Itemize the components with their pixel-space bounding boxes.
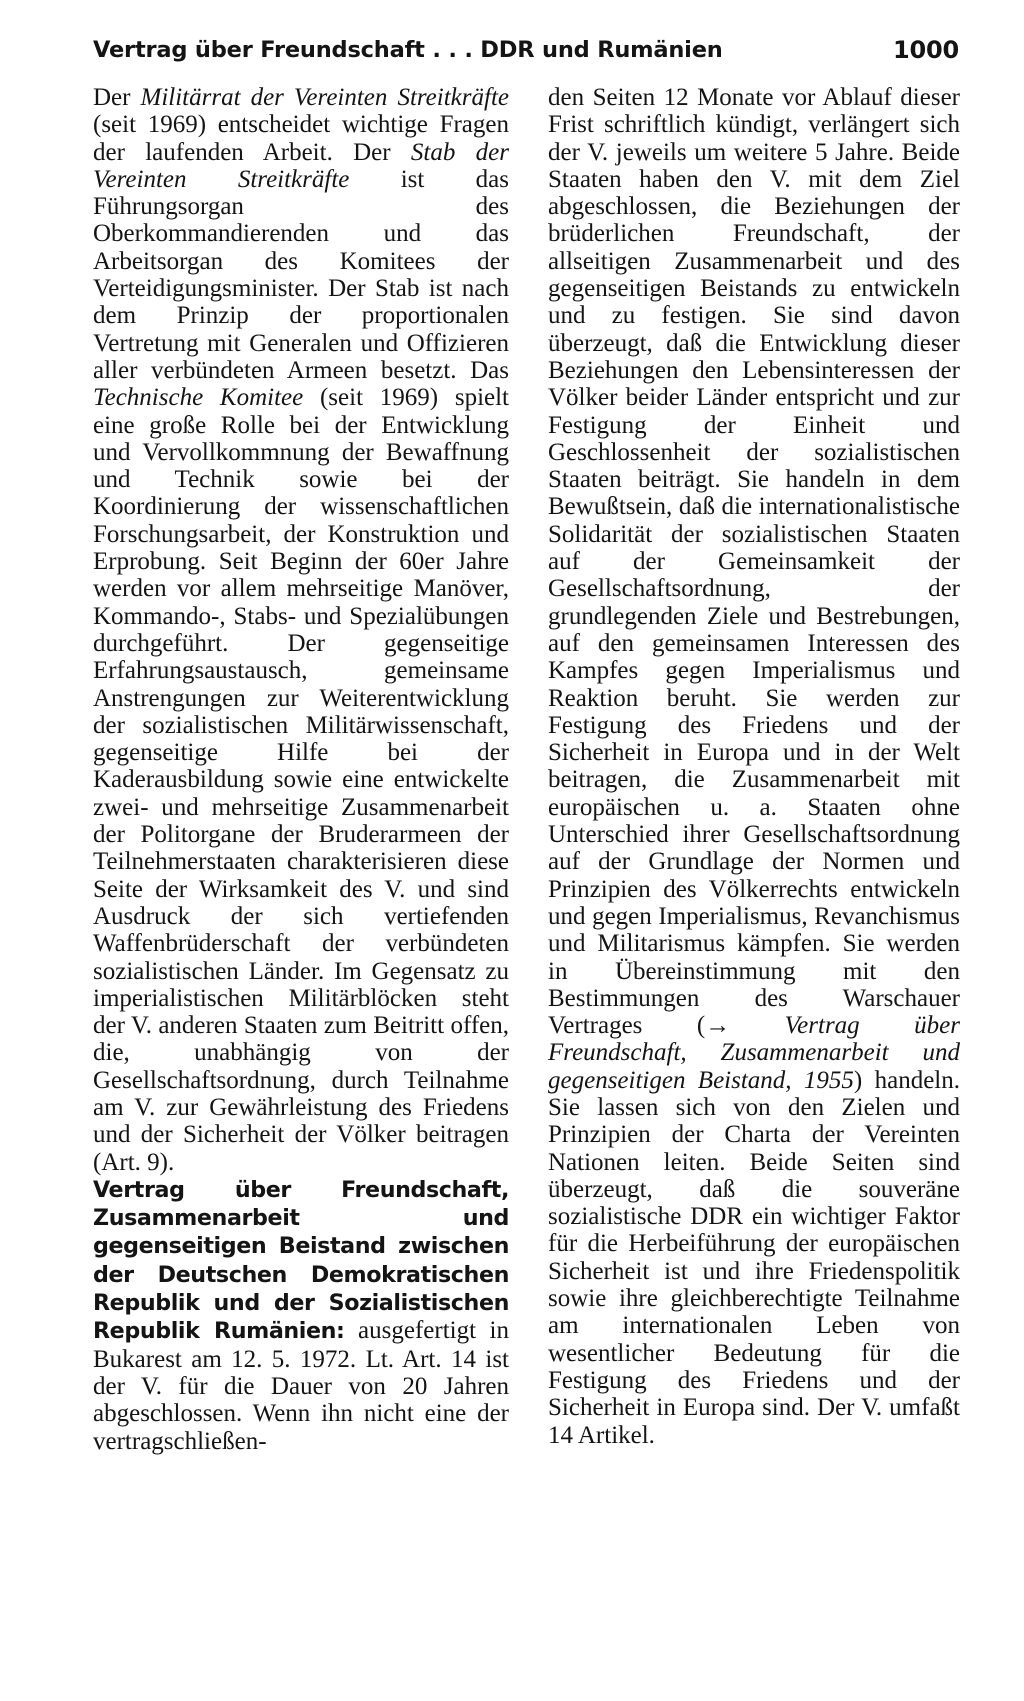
running-title: Vertrag über Freundschaft . . . DDR und Rumänien <box>93 37 723 63</box>
text-run: Der <box>93 84 141 111</box>
text-run: (seit 1969) entscheidet wichtige Fragen der laufenden Arbeit. Der <box>93 111 509 166</box>
running-head <box>93 32 961 68</box>
text-run: ist das Führungsorgan des Oberkommandierenden und das Arbeitsorgan des Komitees der Verteidigungsminister. Der Stab ist nach dem Prinzip der proportionalen Vertretung mit Generalen und Offizieren aller verbündeten Armeen besetzt. Das <box>93 165 509 384</box>
cross-reference: → Vertrag über Freundschaft, Zusammenarbeit und gegenseitigen Beistand, 1955 <box>548 1012 960 1094</box>
entry-body: ausgefertigt in Bukarest am 12. 5. 1972. Lt. Art. 14 ist der V. für die Dauer von 20 Jahren abgeschlossen. Wenn ihn nicht eine der vertragschließen- <box>93 1317 509 1455</box>
italic-term-technisches-komitee: Technische Komitee <box>93 384 304 412</box>
paragraph-warsaw-pact-structure <box>93 84 509 1176</box>
italic-term-militaerrat: Militärrat der Vereinten Streitkräfte <box>140 84 509 111</box>
italic-term-stab: Stab der Vereinten Streitkräfte <box>93 138 509 193</box>
page-number: 1000 <box>893 36 959 64</box>
left-column <box>93 84 509 1455</box>
text-run: (seit 1969) spielt eine große Rolle bei der Entwicklung und Vervollkommnung der Bewaffnung und Technik sowie bei der Koordinierung der wissenschaftlichen Forschungsarbeit, der Konstruktion und Erprobung. Seit Beginn der 60er Jahre werden vor allem mehrseitige Manöver, Kommando-, Stabs- und Spezialübungen durchgeführt. Der gegenseitige Erfahrungsaustausch, gemeinsame Anstrengungen zur Weiterentwicklung der sozialistischen Militärwissenschaft, gegenseitige Hilfe bei der Kaderausbildung sowie eine entwickelte zwei- und mehrseitige Zusammenarbeit der Politorgane der Bruderarmeen der Teilnehmerstaaten charakterisieren diese Seite der Wirksamkeit des V. und sind Ausdruck der sich vertiefenden Waffenbrüderschaft der verbündeten sozialistischen Länder. Im Gegensatz zu imperialistischen Militärblöcken steht der V. anderen Staaten zum Beitritt offen, die, unabhängig von der Gesellschaftsordnung, durch Teilnahme am V. zur Gewährleistung des Friedens und der Sicherheit der Völker beitragen (Art. 9). <box>93 384 510 1176</box>
dictionary-entry-ddr-rumaenien <box>93 1176 509 1455</box>
text-run: ) handeln. Sie lassen sich von den Zielen und Prinzipien der Charta der Vereinten Nationen leiten. Beide Seiten sind überzeugt, daß die souveräne sozialistische DDR ein wichtiger Faktor für die Herbeiführung der europäischen Sicherheit ist und ihre Friedenspolitik sowie ihre gleichberechtigte Teilnahme am internationalen Leben von wesentlicher Bedeutung für die Festigung des Friedens und der Sicherheit in Europa sind. Der V. umfaßt 14 Artikel. <box>548 1066 960 1449</box>
entry-headword: Vertrag über Freundschaft, Zusammenarbeit und gegenseitigen Beistand zwischen der Deutschen Demokratischen Republik und der Sozialistischen Republik Rumänien: <box>93 1176 509 1345</box>
text-run: den Seiten 12 Monate vor Ablauf dieser Frist schriftlich kündigt, verlängert sich der V. jeweils um weitere 5 Jahre. Beide Staaten haben den V. mit dem Ziel abgeschlossen, die Beziehungen der brüderlichen Freundschaft, der allseitigen Zusammenarbeit und des gegenseitigen Beistands zu entwickeln und zu festigen. Sie sind davon überzeugt, daß die Entwicklung dieser Beziehungen den Lebensinteressen der Völker beider Länder entspricht und zur Festigung der Einheit und Geschlossenheit der sozialistischen Staaten beiträgt. Sie handeln in dem Bewußtsein, daß die internationalistische Solidarität der sozialistischen Staaten auf der Gemeinsamkeit der Gesellschaftsordnung, der grundlegenden Ziele und Bestrebungen, auf den gemeinsamen Interessen des Kampfes gegen Imperialismus und Reaktion beruht. Sie werden zur Festigung des Friedens und der Sicherheit in Europa und in der Welt beitragen, die Zusammenarbeit mit europäischen u. a. Staaten ohne Unterschied ihrer Gesellschaftsordnung auf der Grundlage der Normen und Prinzipien des Völkerrechts entwickeln und gegen Imperialismus, Revanchismus und Militarismus kämpfen. Sie werden in Übereinstimmung mit den Bestimmungen des Warschauer Vertrages ( <box>548 84 960 1040</box>
paragraph-entry-continuation <box>548 84 960 1449</box>
right-column <box>548 84 960 1449</box>
